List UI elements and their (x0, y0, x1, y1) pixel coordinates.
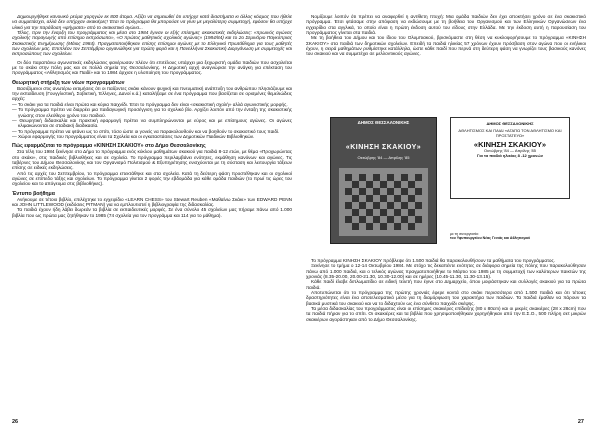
page-number: 27 (577, 419, 584, 425)
flyer-header: ΔΗΜΟΣ ΘΕΣΣΑΛΟΝΙΚΗΣ (486, 121, 534, 126)
list-item: — Το σκάκι για τα παιδιά είναι πρώτα και κύρια παιχνίδι. Έτσι το πρόγραμμα δεν είναι «σκακιστική σχολή» αλλά αγωνιστικής μορφής. (12, 101, 288, 107)
paragraph: Στα τέλη του 1984 ξεκίνησε στο Δήμο το πρόγραμμα ενός κύκλου μαθημάτων σκακιού για παιδιά 8-12 ετών, με θέμα «Προχωρώντας στο σκάκι», στις παιδικές βιβλιοθήκες και σε σχολεία. Το πρόγραμμα περιλαμβάνει ενότητες, εκμάθηση κανόνων και αγώνες. Τις ταβέρνες του Δήμου Θεσσαλονίκης και τον Οργανισμό Πολιτισμού & Εξυπηρέτησης ενισχύονται με τη σύσταση και λειτουργία τάξεων επίσης σε ειδικές εκδηλώσεις. (12, 149, 292, 171)
paragraph: Οι δύο παραπάνω αγωνιστικές εκδηλώσεις φανέρωσαν πλέον ότι επιτέλους υπάρχει μια ξεχωριστή ομάδα παιδιών που ασχολείται με το σκάκι στην πόλη μας και σε πολλά σημεία της Θεσσαλονίκης. Η Δημοτική αρχή αναγνώρισε την ανάγκη για επέκταση του προγράμματος «Αθλητισμός και Παιδί» και το 1984 άρχισε η υλοποίηση του προγράμματος. (12, 59, 292, 76)
poster-dates: Οκτώβρης '84 — Απρίλης '85 (357, 155, 410, 160)
flyer-dates: Οκτώβρης '84 — Απρίλης '85 (484, 148, 536, 154)
section-heading: Πώς εφαρμόζεται το πρόγραμμα «ΚΙΝΗΣΗ ΣΚΑΚΙΟΥ» στο Δήμο Θεσσαλονίκης (12, 143, 206, 150)
left-column (12, 14, 292, 218)
left-page (0, 14, 292, 429)
principles-list (12, 102, 292, 139)
list-item: — Το πρόγραμμα πρέπει να διαρρέει μια παιδαγωγική προσέγγιση για το σχολικό βίο. Αρχίζει λοιπόν από την ένταξη της σκακιστικής γνώσης στον ελεύθερο χρόνο του παιδιού. (12, 107, 292, 118)
paragraph: Νομίζουμε λοιπόν ότι πρέπει να αναφερθεί η αντίθετη πτυχή: Μια ομάδα παιδιών δεν έχει αποκτήσει χρόνο σε ένα σκακιστικό πρόγραμμα. Έτσι φτάσαμε στην απόφαση να εκδώσουμε με τη βοήθεια του Οργανισμού και των Ελληνικών Οργανώσεων ένα εγχειρίδιο στα αγγλικά, το οποίο είναι η πρώτη έκδοση αυτού του είδους στην Ελλάδα. Με την έκδοση αυτή η παρουσίαση του προγράμματος γίνεται στα παιδιά. (306, 14, 586, 36)
paragraph: Τα μέσα διδασκαλίας του προγράμματος είναι οι επίσημες σκακιέρες επίδειξης (80 x 80cm) και οι μικρές σκακιέρες (28 x 28cm) που τα παιδιά πήραν για το σπίτι. Οι σκακιέρες και τα βιβλία που χρησιμοποιήθηκαν χορηγήθηκαν από την Ε.Σ.Ο., 500 πλήρη σετ μικρών σκακιέρων αγοράστηκαν από το Δήμο Θεσσαλονίκης. (306, 306, 586, 322)
chessboard-photo (339, 168, 428, 236)
paragraph: Ξεκίνησε το τμήμα ο 12-14 Οκτωβρίου 1984. Με στόχο τις δεκαπέντε ενότητες σε διάφορα σημεία της πόλης που παρακολούθησαν πάνω από 1.000 παιδιά, και ο τελικός αγώνας πραγματοποιήθηκε το Μάρτιο του 1985 με τη συμμετοχή των καλύτερων παικτών της χρονιάς (8.35-20.00, 20.00-21.30, 10.30-12.00) και σε ημέρες (10.45-11.30, 11.30-13.15). (306, 263, 586, 280)
poster-title: «ΚΙΝΗΣΗ ΣΚΑΚΙΟΥ» (345, 144, 422, 151)
paragraph: Τέλος, πριν την έναρξη του προγράμματος και μέσα στο 1984 έγιναν οι εξής επίσημες σκακιστικές εκδηλώσεις: «πρωινός αγώνας σχολικής παραγωγής από επίσημο εκπρόσωπο», «Ο πρώτος μαθητικός σχολικός αγώνας» (1984/84) και το 2ο Σεμινάριο Παγκύπριας Σκακιστικής Ενημέρωσης (Μάιος 1984). Πραγματοποιήθηκαν επίσης επίσημοι αγώνες με το Ελληνικό Πρωτάθλημα για τους μαθητές των σχολείων μας. Επιπλέον τον Σεπτέμβριο οργανώθηκε για πρώτη φορά και η Πανελλήνια Σκακιστική Διοργάνωση με συμμετοχές και εκπροσώπους των σχολείων. (12, 30, 292, 57)
list-item: — Χώροι εφαρμογής του προγράμματος είναι τα Σχολεία και οι εγκαταστάσεις των Δημοτικών Παιδικών Βιβλιοθηκών. (12, 133, 255, 139)
paragraph: Το πρόγραμμα ΚΙΝΗΣΗ ΣΚΑΚΙΟΥ πρόβλεψε ότι 1.500 παιδιά θα παρακολουθήσουν τα μαθήματα του προγράμματος. (311, 258, 556, 263)
intro-paragraph: Δημιουργήθηκε κανονικό ρεύμα χορηγών εκ 800 άτομα. Αξίζει να σημειωθεί ότι υπήρχε κατά διαστήματα κι άλλος κόσμος που ήθελε να συμμετάσχει, αλλά δεν υπήρχαν σκακιέρες! Έτσι το πρόγραμμα θα μπορούσε να γίνει με μεγαλύτερη συμμετοχή, εφόσον θα υπήρχε υλικό για την παράδοση «ψήγματα» από το σκακιστικό αγώνα... (12, 14, 292, 30)
section-heading: Θεωρητική στήριξη των νέων προγραμμάτων (12, 79, 125, 86)
poster-header: ΔΗΜΟΣ ΘΕΣΣΑΛΟΝΙΚΗΣ (357, 120, 410, 125)
paragraph: Ανήκουμε σε τέτοιο βιβλίο, επιλέχτηκε το εγχειρίδιο «LEARN CHESS» του Stewart Reuben «Μαθαίνω Σκάκι» των EDWARD PENN και JOHN LITTLEWOOD (εκδόσεις PITMAN) για να εμπλουτιστεί η βιβλιογραφία της διδασκαλίας. (12, 196, 292, 207)
list-item: — Το πρόγραμμα πρέπει να φτάνει ως το σπίτι, τόσο ώστε οι γονείς να παρακολουθούν και να βοηθούν το σκακιστικό τους παιδί. (12, 128, 280, 134)
list-item: — Θεωρητική διδασκαλία και πρακτική εφαρμογή πρέπει να συμπληρώνονται με εύρος και με επίσημους αγώνες. Οι αγώνες κλιμακώνονται σε σταδιακή διαδικασία. (12, 117, 292, 129)
right-page (300, 14, 592, 429)
page-number: 26 (12, 419, 19, 425)
right-top-text (306, 14, 586, 57)
program-flyer (450, 117, 570, 199)
flyer-title: «ΚΙΝΗΣΗ ΣΚΑΚΙΟΥ» (473, 140, 547, 150)
right-bottom-text (306, 258, 586, 322)
paragraph: Αποτυπώνεται ότι το πρόγραμμα της πρώτης χρονιάς έφερε κοντά στο σκάκι περισσότερα από 1.500 παιδιά και ότι τέτοιες δραστηριότητες είναι ένα αποτελεσματικό μέσο για τη διαμόρφωση του χαρακτήρα των παιδιών. Τα παιδιά έμαθαν να πάρουν τα βασικά μυστικά του σκακιού και να το διδαχτούν ως ένα σύνθετο παιχνίδι σκέψης. (306, 290, 586, 306)
paragraph: Κάθε παιδί έλαβε διπλωματίδιο σε ειδική τελετή που έγινε στο Δημαρχείο, όπου μοιράστηκαν και συλλογές σκακιού για τα πρώτα παιδιά. (306, 279, 586, 290)
flyer-footer: Για τα παιδιά ηλικίας 8 -12 χρονών (477, 153, 543, 159)
paragraph: Τα παιδιά έχουν ήδη λάβει δωρεάν τα βιβλία σε εκπαιδευτικές μορφές. Σε ένα σύνολο 45 σχολείων μας πήραμε πάνω από 1.000 βιβλία που ως πρώτα μας ζητήθηκαν το 1985 (74 σχολεία για τον προγράμμα και 114 για το μάθημα). (12, 207, 292, 218)
section-heading: Έντυπο βοήθημα (12, 190, 55, 197)
poster-photo (330, 117, 437, 244)
paragraph: Με τη βοήθεια του Δήμου και του ίδιου του Ολυμπιακού, βρισκόμαστε στη θέση να κυκλοφορήσουμε το πρόγραμμα «ΚΙΝΗΣΗ ΣΚΑΚΙΟΥ» στα παιδιά των δημοτικών σχολείων. Επειδή τα παιδιά ηλικίας 57 χρόνων έχουν πρόσβαση στον αγώνα που οι ενήλικοι έχουν, η σειρά μαθημάτων ρυθμίστηκε κατάλληλα, ώστε κάθε παιδί που περνά στη δεύτερη φάση να γνωρίζει τους βασικούς κανόνες του σκακιού και να συμμετέχει σε μελλοντικούς αγώνες. (306, 35, 586, 57)
flyer-subtitle: ΑΘΛΗΤΙΣΜΟΣ ΚΑΙ ΠΑΙΔΙ «ΑΓΑΠΩ ΤΟΝ ΑΘΛΗΤΙΣΜΟ ΚΑΙ ΠΡΟΣΤΑΤΕΥΩ» (458, 127, 562, 138)
paragraph: Βασιζόμενοι στις ανωτέρω εκτιμήσεις ότι οι παίζοντες σκάκι κάνουν ψυχική και πνευματική ανάπτυξη του ανθρώπου πλησιάζουμε και την εκπαίδευση (Γουγγλιστική, Σοβιετική, Έλληνες, Δανοί κ.ά.) καταλήξαμε σε ένα πρόγραμμα που βασίζεται σε ορισμένες θεμελιώδεις αρχές: (12, 85, 292, 102)
photo-caption: με τη συνεργασία: του Υφυπουργείου Νέας Γενιάς και Αθλητισμού (450, 232, 531, 241)
paragraph: Από τις αρχές του Σεπτεμβρίου, το πρόγραμμα επεκτάθηκε και στα σχολεία. Κατά τη δεύτερη φάση προστέθηκαν και οι σχολικοί αγώνες σε επίπεδο τάξης και σχολείων. Το πρόγραμμα γίνεται 2 φορές την εβδομάδα για κάθε ομάδα παιδιών (το πρωί τις ώρες του σχολείου και το απόγευμα στις βιβλιοθήκες). (12, 170, 292, 187)
